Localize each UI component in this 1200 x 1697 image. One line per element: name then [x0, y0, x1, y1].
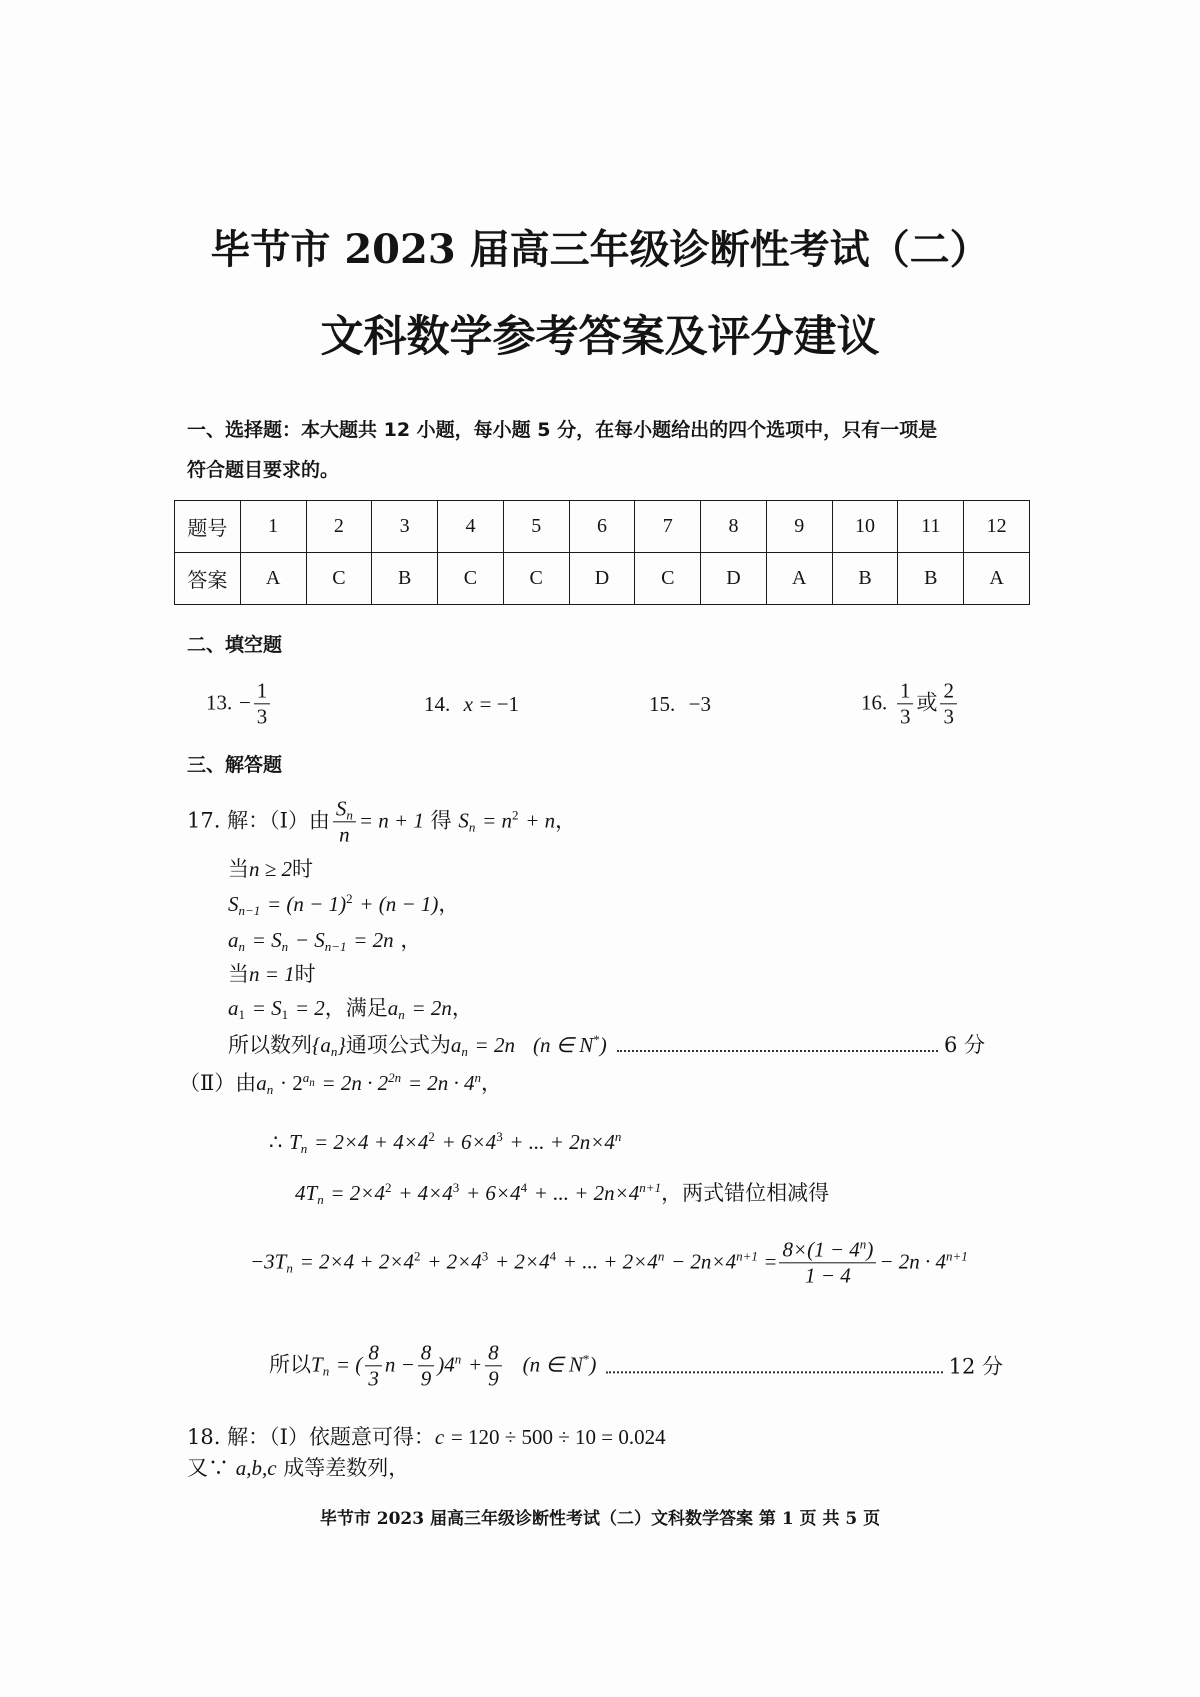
math-expr: = 2×4 + 2×4	[299, 1249, 414, 1274]
superscript: 2	[414, 1248, 421, 1264]
math-expr: )	[866, 1237, 874, 1262]
subscript: n	[317, 1192, 324, 1208]
choice-answer-table	[174, 500, 1030, 605]
answer-cell: C	[503, 553, 569, 605]
fraction-denominator: 9	[420, 1366, 432, 1391]
question-number-cell: 2	[306, 501, 372, 553]
answer-cell: A	[240, 553, 306, 605]
math-expr: (n ∈ N	[532, 1033, 594, 1057]
conjunction-text: 或	[916, 690, 938, 715]
therefore-symbol: ∴	[269, 1130, 283, 1154]
math-expr: + n	[525, 808, 556, 833]
math-expr: + 6×4	[441, 1130, 497, 1154]
math-var: T	[311, 1352, 323, 1377]
fraction-denominator: n	[339, 822, 350, 847]
question-number-cell: 12	[964, 501, 1030, 553]
solution-text: 得	[430, 808, 452, 833]
fraction	[365, 1340, 382, 1391]
superscript: 4	[520, 1180, 528, 1196]
math-expr: {a	[312, 1033, 331, 1057]
q17-line-4-content	[228, 925, 421, 955]
question-number-cell: 1	[240, 501, 306, 553]
math-expr: + 6×4	[465, 1181, 521, 1205]
question-number-cell: 10	[832, 501, 898, 553]
subscript: n	[281, 939, 289, 955]
math-expr: = n	[482, 808, 512, 833]
superscript: 4	[549, 1248, 557, 1264]
math-expr: = 2×4	[330, 1181, 385, 1205]
table-row-answers	[175, 553, 1030, 605]
superscript: *	[593, 1032, 600, 1048]
math-var: T	[289, 1130, 301, 1154]
math-expr: n = 1	[249, 962, 295, 986]
q17-line-2-content	[228, 854, 313, 884]
math-expr: a,b,c	[235, 1456, 277, 1480]
math-expr: − 2n · 4	[879, 1249, 946, 1274]
fraction-numerator: 2	[940, 678, 957, 704]
math-expr: − 2n×4	[671, 1249, 737, 1274]
math-var: a	[228, 996, 239, 1020]
question-number-cell: 6	[569, 501, 635, 553]
fraction	[333, 796, 356, 847]
math-expr: = 2n	[474, 1033, 515, 1057]
q17-line-3-content	[228, 889, 459, 919]
fraction-denominator: 9	[488, 1366, 499, 1391]
q18-line-1-content	[187, 1422, 666, 1452]
fraction-numerator: 8	[365, 1340, 382, 1366]
fraction	[779, 1237, 876, 1288]
solution-text: 成等差数列，	[283, 1456, 410, 1480]
part2-heading: 二、填空题	[187, 634, 283, 656]
question-label: 15.	[649, 692, 676, 716]
solution-text: 当	[228, 857, 249, 881]
solution-text: 18. 解：（Ⅰ）依题意可得：	[187, 1425, 435, 1449]
solution-text: 17. 解：（Ⅰ）由	[187, 808, 330, 833]
math-var: S	[458, 808, 469, 833]
subscript: n−1	[238, 903, 261, 919]
fraction	[418, 1340, 435, 1391]
question-number-cell: 3	[372, 501, 438, 553]
math-expr: + 4×4	[398, 1181, 453, 1205]
subscript: n−1	[324, 939, 347, 955]
subscript: n	[330, 1044, 338, 1060]
math-expr: − S	[294, 928, 325, 952]
question-label: 13.	[206, 690, 233, 715]
math-expr: = S	[251, 928, 282, 952]
superscript: 2	[428, 1129, 435, 1145]
superscript: *	[582, 1351, 590, 1367]
math-var: a	[228, 928, 239, 952]
math-expr: = 2n	[353, 928, 394, 952]
superscript: 2	[384, 1180, 392, 1196]
math-var: a	[302, 1070, 310, 1086]
math-expr: 8×(1 − 4	[782, 1237, 860, 1262]
math-expr: = 2×4 + 4×4	[313, 1130, 429, 1154]
answer-cell: A	[766, 553, 832, 605]
fraction-numerator: 8	[418, 1340, 435, 1366]
math-expr: · 2	[279, 1071, 303, 1095]
answer-cell: C	[306, 553, 372, 605]
math-var: 4T	[295, 1181, 318, 1205]
fraction	[897, 678, 914, 729]
page-subtitle: 文科数学参考答案及评分建议	[320, 312, 880, 362]
subscript: 1	[281, 1007, 289, 1023]
solution-text: ，	[400, 928, 422, 952]
q17-final-expr	[269, 1340, 596, 1391]
q17-line-11-content	[250, 1237, 968, 1288]
math-expr: + ... + 2n×4	[533, 1181, 640, 1205]
superscript: n	[657, 1248, 665, 1264]
subscript: 1	[238, 1007, 246, 1023]
solution-text: ，	[451, 996, 473, 1020]
subscript: n	[286, 1260, 293, 1276]
subscript: n	[398, 1007, 405, 1023]
superscript: n+1	[736, 1248, 758, 1264]
math-expr: n ≥ 2	[249, 857, 293, 881]
superscript: 3	[496, 1129, 503, 1145]
solution-text: ，	[555, 808, 577, 833]
math-expr: = (n − 1)	[267, 892, 347, 916]
fraction-numerator: 8	[485, 1340, 502, 1366]
q17-line-12-content	[269, 1340, 1003, 1391]
equals-sign: =	[764, 1249, 777, 1274]
q15-answer-content	[649, 689, 711, 719]
math-expr: + 2×4	[495, 1249, 550, 1274]
table-header-number: 题号	[175, 501, 241, 553]
table-row-numbers	[175, 501, 1030, 553]
answer-cell: B	[832, 553, 898, 605]
superscript: n	[474, 1070, 482, 1086]
superscript: 2n	[388, 1070, 402, 1086]
score-label: 6 分	[943, 1033, 985, 1057]
math-expr: = 2n · 2	[321, 1071, 389, 1095]
answer-cell: C	[635, 553, 701, 605]
score-label: 12 分	[948, 1354, 1003, 1378]
fraction	[940, 678, 957, 729]
solution-text: （Ⅱ）由	[179, 1071, 257, 1095]
q17-line-5-content	[228, 959, 316, 989]
fraction-numerator: 1	[897, 678, 914, 704]
q13-answer-content	[206, 678, 273, 729]
subscript: n	[300, 1141, 308, 1157]
q17-line-7-content	[228, 1030, 985, 1060]
subscript: n	[322, 1363, 330, 1379]
superscript	[302, 1070, 315, 1089]
table-header-answer: 答案	[175, 553, 241, 605]
superscript: 2	[346, 891, 353, 907]
subscript: n	[309, 1076, 315, 1089]
part1-heading-line-2: 符合题目要求的。	[187, 459, 340, 481]
question-number-cell: 9	[766, 501, 832, 553]
question-number-cell: 7	[635, 501, 701, 553]
solution-text: ，两式错位相减得	[661, 1181, 830, 1205]
solution-text: 时	[292, 857, 314, 881]
superscript: 3	[481, 1248, 489, 1264]
math-expr: = (	[335, 1352, 363, 1377]
subscript: n	[238, 939, 246, 955]
page-title: 毕节市 2023 届高三年级诊断性考试（二）	[210, 226, 990, 273]
math-expr: )4	[437, 1352, 455, 1377]
math-var: a	[387, 996, 399, 1020]
question-number-cell: 8	[701, 501, 767, 553]
math-expr: −3	[688, 692, 711, 716]
math-var: c	[434, 1425, 445, 1449]
q17-line-8-content	[179, 1068, 502, 1098]
q17-line-1-content	[187, 796, 576, 847]
fraction-numerator	[779, 1237, 876, 1263]
answer-cell: A	[964, 553, 1030, 605]
math-var: −3T	[250, 1249, 287, 1274]
math-var: a	[450, 1033, 462, 1057]
math-expr: )	[599, 1033, 607, 1057]
solution-text: 通项公式为	[345, 1033, 451, 1057]
math-var: x	[463, 692, 473, 716]
fraction-denominator: 1 − 4	[805, 1263, 851, 1288]
math-expr: = n + 1	[358, 808, 424, 833]
solution-text: ，	[481, 1071, 503, 1095]
math-expr: }	[337, 1033, 346, 1057]
answer-cell: B	[372, 553, 438, 605]
fraction	[254, 678, 271, 729]
q17-conclusion-expr	[228, 1030, 607, 1060]
math-expr: + ... + 2×4	[562, 1249, 658, 1274]
subscript: n	[461, 1044, 468, 1060]
math-expr: +	[467, 1352, 483, 1377]
fraction-denominator: 3	[368, 1366, 379, 1391]
q17-line-6-content	[228, 993, 473, 1023]
fraction-denominator: 3	[256, 704, 268, 729]
question-label: 14.	[424, 692, 451, 716]
answer-cell: B	[898, 553, 964, 605]
solution-text: 时	[294, 962, 316, 986]
solution-text: 又∵	[187, 1456, 229, 1480]
fraction-numerator: 1	[254, 678, 271, 704]
q17-line-10-content	[295, 1178, 829, 1208]
solution-text: ，满足	[324, 996, 388, 1020]
part3-heading: 三、解答题	[187, 754, 283, 776]
superscript: n	[614, 1129, 622, 1145]
math-expr: n −	[384, 1352, 415, 1377]
math-expr: + 2×4	[427, 1249, 482, 1274]
math-expr: = 2n · 4	[407, 1071, 475, 1095]
math-expr: = −1	[479, 692, 520, 716]
solution-text: ，	[438, 892, 460, 916]
math-var: S	[228, 892, 239, 916]
answer-cell: D	[569, 553, 635, 605]
solution-text: 所以数列	[228, 1033, 312, 1057]
superscript: 2	[511, 807, 519, 823]
question-number-cell: 4	[438, 501, 504, 553]
math-expr: = 2n	[411, 996, 452, 1020]
question-number-cell: 11	[898, 501, 964, 553]
superscript: 3	[452, 1180, 460, 1196]
math-expr: + (n − 1)	[359, 892, 439, 916]
math-var: a	[256, 1071, 267, 1095]
answer-cell: D	[701, 553, 767, 605]
q14-answer-content	[424, 689, 519, 719]
math-var: S	[335, 796, 347, 821]
superscript: n	[454, 1351, 462, 1367]
dotted-leader	[606, 1371, 942, 1373]
superscript: n+1	[639, 1180, 662, 1196]
math-expr: )	[589, 1352, 597, 1377]
answer-cell: C	[438, 553, 504, 605]
part1-heading-line-1: 一、选择题：本大题共 12 小题，每小题 5 分，在每小题给出的四个选项中，只有一项是	[187, 419, 938, 441]
math-expr: = 2	[294, 996, 325, 1020]
solution-text: 所以	[269, 1352, 311, 1377]
math-expr: = 120 ÷ 500 ÷ 10 = 0.024	[450, 1425, 666, 1449]
page-footer: 毕节市 2023 届高三年级诊断性考试（二）文科数学答案 第 1 页 共 5 页	[319, 1509, 881, 1529]
fraction-denominator: 3	[899, 704, 911, 729]
fraction	[485, 1340, 502, 1391]
solution-text: 当	[228, 962, 249, 986]
subscript: n	[468, 819, 476, 835]
dotted-leader	[617, 1050, 938, 1052]
fraction-numerator	[333, 796, 356, 822]
math-expr: (n ∈ N	[522, 1352, 583, 1377]
q16-answer-content	[861, 678, 960, 729]
superscript: n+1	[945, 1248, 968, 1264]
q18-line-2-content	[187, 1453, 409, 1483]
q17-line-9-content	[269, 1127, 621, 1157]
math-expr: = S	[251, 996, 282, 1020]
subscript: n	[266, 1082, 274, 1098]
minus-sign: −	[238, 690, 251, 715]
fraction-denominator: 3	[943, 704, 954, 729]
math-expr: + ... + 2n×4	[509, 1130, 615, 1154]
superscript: n	[859, 1236, 867, 1252]
question-number-cell: 5	[503, 501, 569, 553]
question-label: 16.	[861, 690, 888, 715]
subscript: n	[346, 807, 353, 823]
